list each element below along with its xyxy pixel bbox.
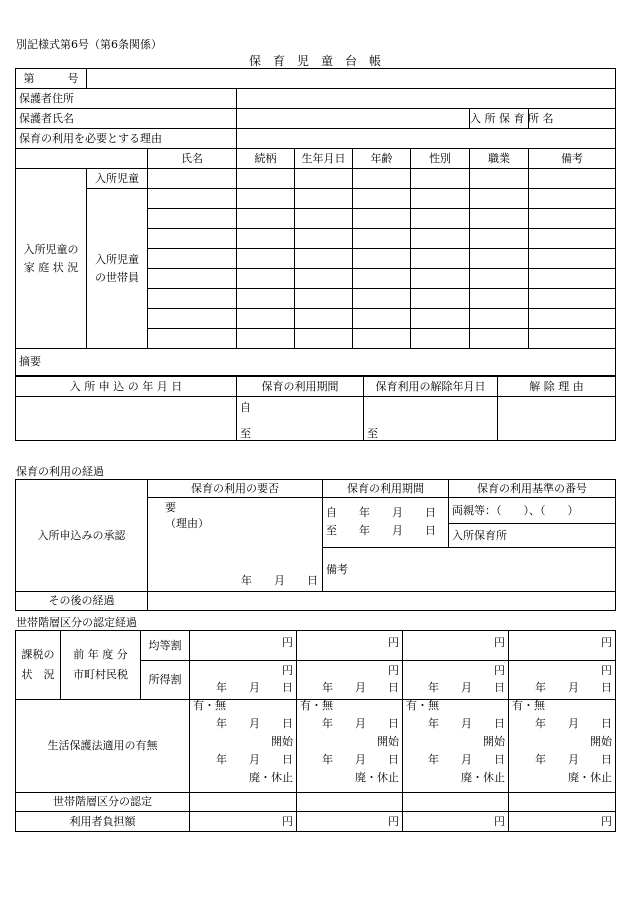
usage-period-value[interactable]: 自 至 — [237, 397, 364, 441]
after-progress-label: その後の経過 — [16, 592, 148, 611]
col-occupation: 職業 — [470, 149, 529, 169]
burden-amount-label: 利用者負担額 — [16, 812, 190, 832]
col-remarks: 備考 — [529, 149, 616, 169]
tax-status-label: 課税の 状 況 — [16, 631, 61, 700]
usage-history-heading: 保育の利用の経過 — [16, 465, 104, 478]
facility-name-label: 入 所 保 育 所 名 — [470, 109, 529, 129]
release-reason-label: 解 除 理 由 — [498, 377, 616, 397]
per-capita-label: 均等割 — [141, 631, 190, 661]
form-label: 別記様式第6号（第6条関係） — [16, 38, 162, 51]
guardian-name-label: 保護者氏名 — [16, 109, 237, 129]
after-progress-value[interactable] — [148, 592, 616, 611]
history-period-label: 保育の利用期間 — [323, 480, 449, 498]
col-birthdate: 生年月日 — [295, 149, 353, 169]
number-label: 第 号 — [16, 69, 87, 89]
usage-history-table — [15, 479, 616, 611]
child-register-table — [15, 68, 616, 376]
necessity-label: 保育の利用の要否 — [148, 480, 323, 498]
col-sex: 性別 — [411, 149, 470, 169]
household-member-label: 入所児童 の世帯員 — [87, 189, 148, 349]
summary-label: 摘要 — [16, 349, 616, 376]
household-class-table: 課税の 状 況 前 年 度 分 市町村民税 均等割 円 円 円 円 所得割 円 年 月 日 円 年 月 日 円 年 月 日 円 年 月 日 生活保護法適用の有無 有・無 年 月 日 開始 年 月 日 廃・休止 有・無 年 月 日 開始 年 月 日 廃・休止 有・無 年 月 日 開始 年 月 日 廃・休止 有・無 年 月 日 開始 年 月 日 廃・休止 世帯階層区分の認定 利用者負担額 円 円 円 円 — [15, 630, 616, 832]
number-value[interactable] — [87, 69, 616, 89]
release-date-label: 保育利用の解除年月日 — [364, 377, 498, 397]
necessity-value[interactable]: 要 （理由） 年 月 日 — [148, 498, 323, 592]
approval-label: 入所申込みの承認 — [16, 480, 148, 592]
income-label: 所得割 — [141, 661, 190, 700]
reason-label: 保育の利用を必要とする理由 — [16, 129, 237, 149]
application-date-label: 入 所 申 込 の 年 月 日 — [16, 377, 237, 397]
release-date-value[interactable]: 至 — [364, 397, 498, 441]
col-relation: 続柄 — [237, 149, 295, 169]
usage-period-label: 保育の利用期間 — [237, 377, 364, 397]
household-class-heading: 世帯階層区分の認定経過 — [16, 616, 137, 629]
history-period-value[interactable]: 自 年 月 日 至 年 月 日 — [323, 498, 449, 548]
guardian-address-label: 保護者住所 — [16, 89, 237, 109]
application-date-value[interactable] — [16, 397, 237, 441]
family-situation-label: 入所児童の 家 庭 状 況 — [16, 169, 87, 349]
parents-field[interactable]: 両親等：（ ）、（ ） — [449, 498, 616, 524]
col-age: 年齢 — [353, 149, 411, 169]
municipal-tax-label: 前 年 度 分 市町村民税 — [61, 631, 141, 700]
application-table — [15, 376, 616, 441]
class-certification-label: 世帯階層区分の認定 — [16, 793, 190, 812]
guardian-address-value[interactable] — [237, 89, 616, 109]
page-title: 保 育 児 童 台 帳 — [248, 54, 381, 68]
child-label: 入所児童 — [87, 169, 148, 189]
standard-number-label: 保育の利用基準の番号 — [449, 480, 616, 498]
welfare-label: 生活保護法適用の有無 — [16, 700, 190, 793]
facility-field[interactable]: 入所保育所 — [449, 524, 616, 548]
history-remarks-field[interactable]: 備考 — [323, 548, 616, 592]
release-reason-value[interactable] — [498, 397, 616, 441]
reason-value[interactable] — [237, 129, 616, 149]
col-name: 氏名 — [148, 149, 237, 169]
guardian-name-value[interactable] — [237, 109, 470, 129]
